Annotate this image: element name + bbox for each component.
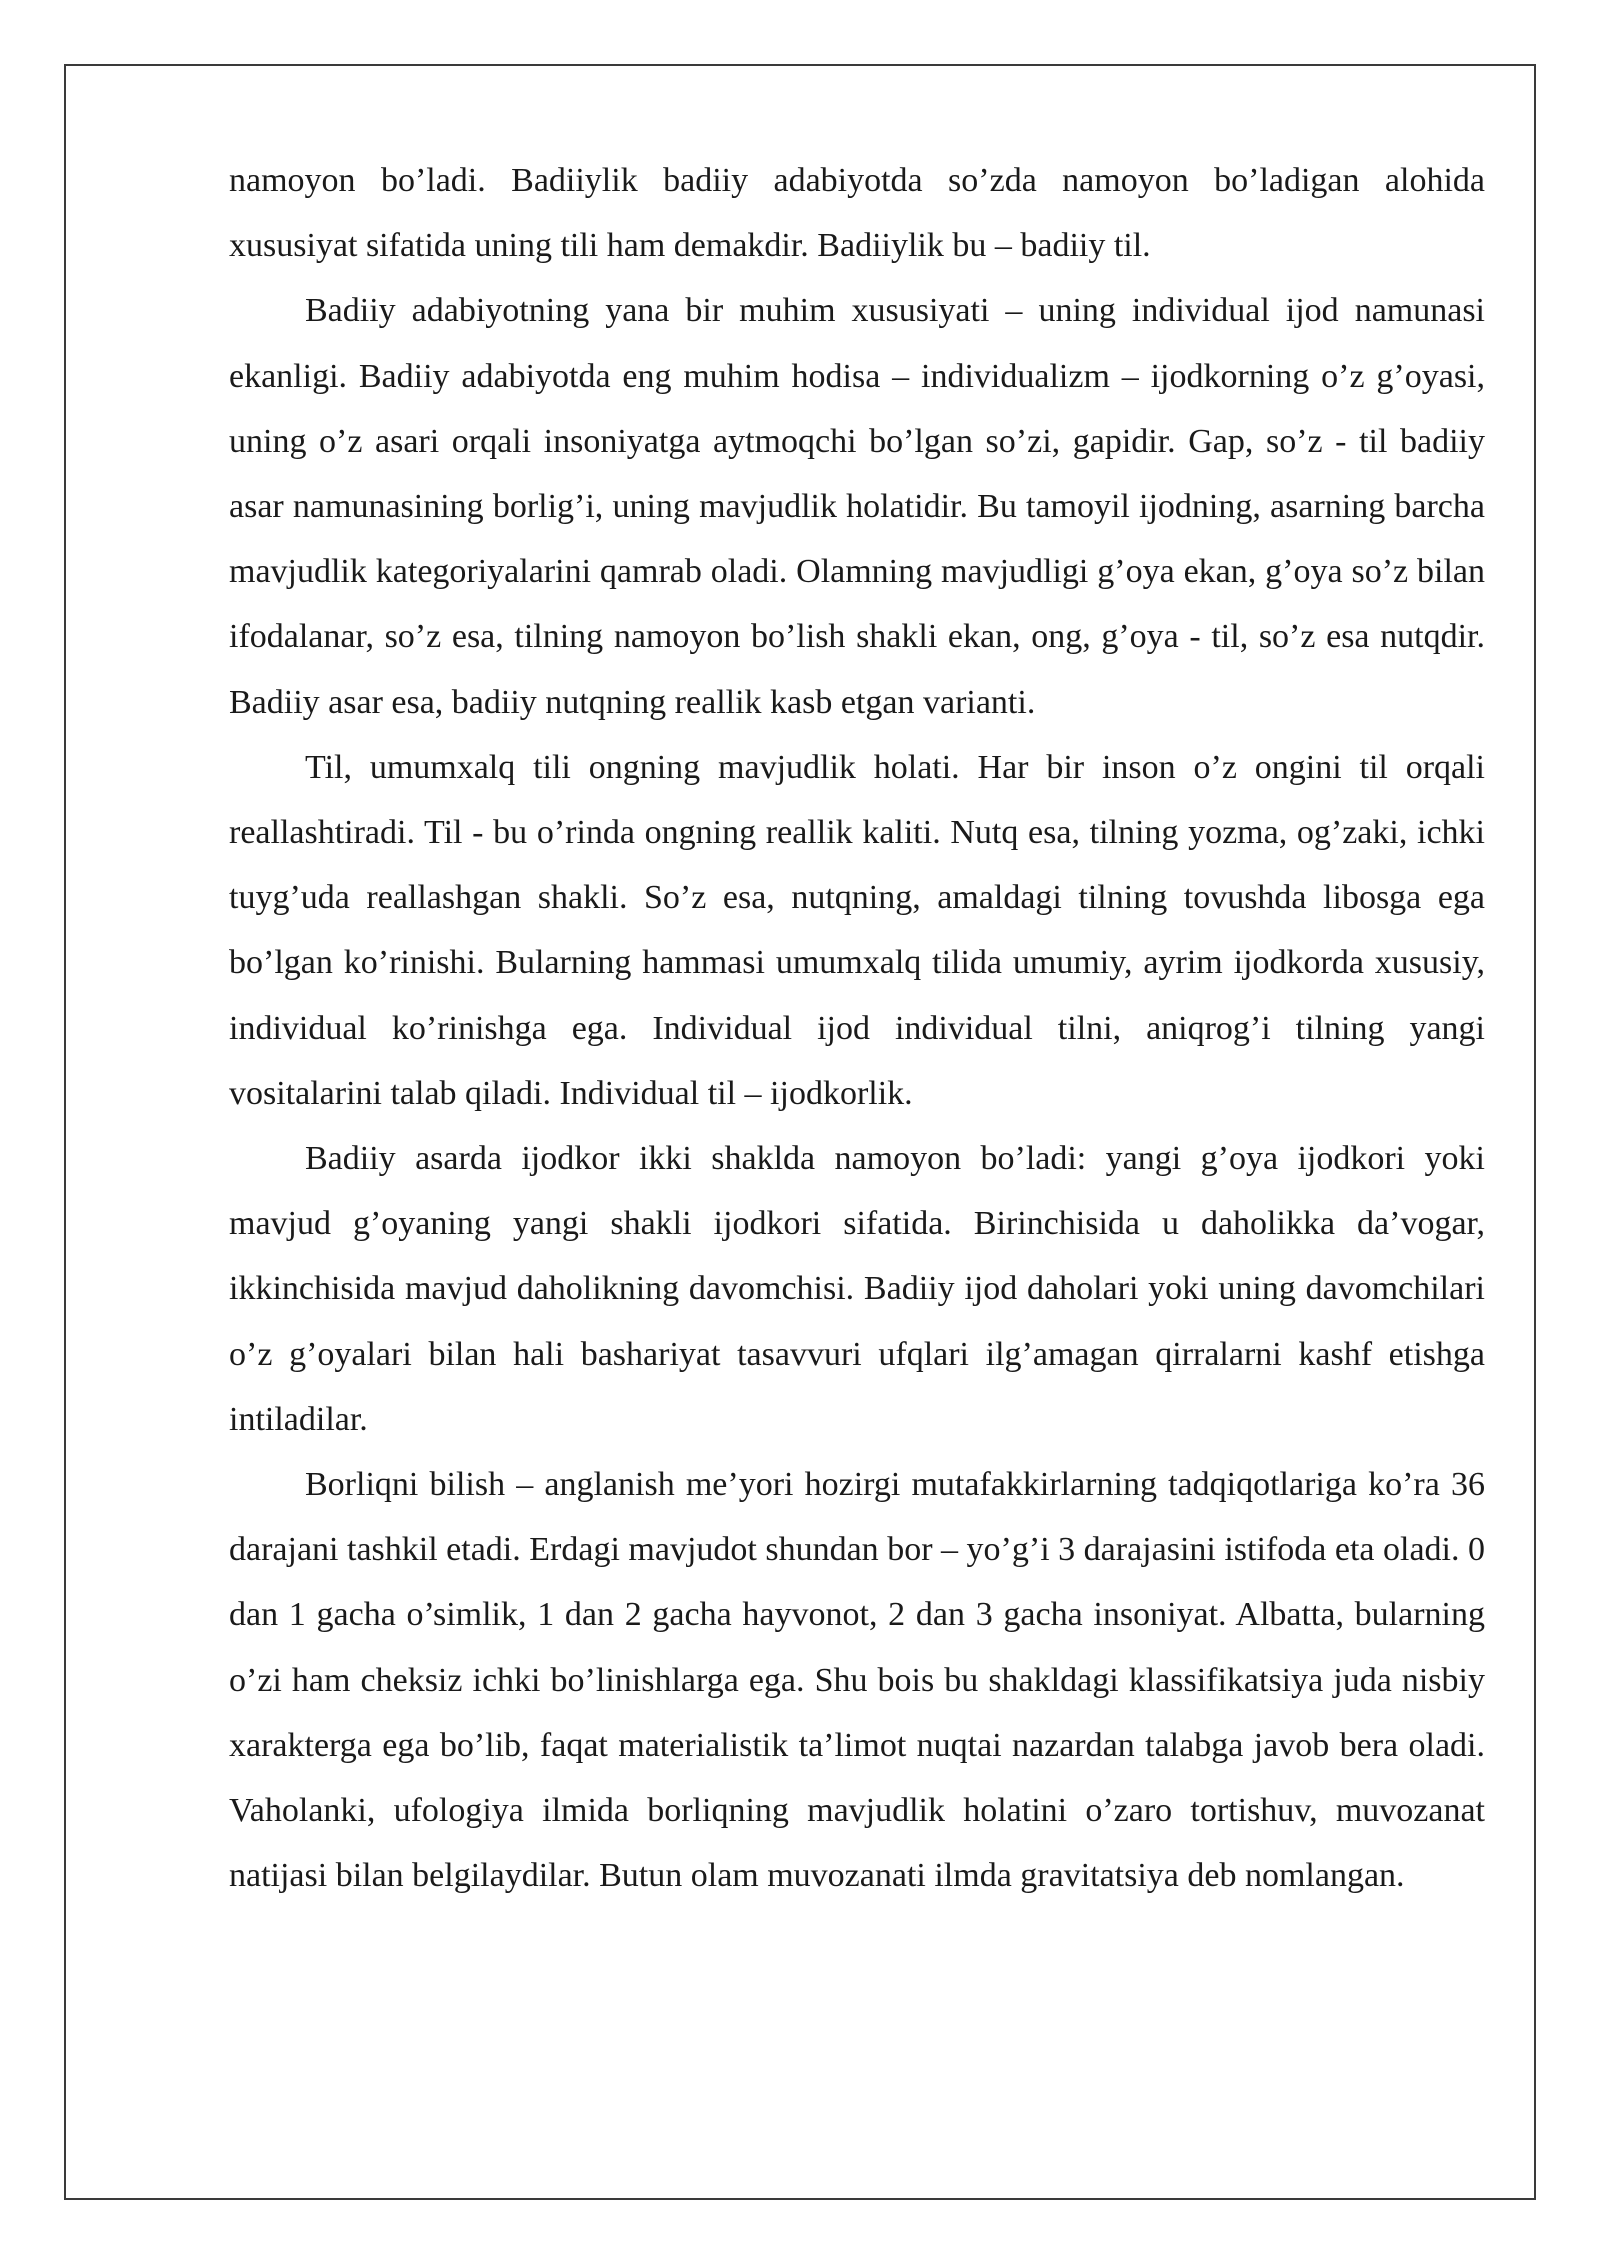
- paragraph-4: Badiiy asarda ijodkor ikki shaklda namoyon bo’ladi: yangi g’oya ijodkori yoki mavjud g’oyaning yangi shakli ijodkori sifatida. Birinchisida u daholikka da’vogar, ikkinchisida mavjud daholikning davomchisi. Badiiy ijod daholari yoki uning davomchilari o’z g’oyalari bilan hali bashariyat tasavvuri ufqlari ilg’amagan qirralarni kashf etishga intiladilar.: [229, 1140, 1485, 1438]
- paragraph-3: Til, umumxalq tili ongning mavjudlik holati. Har bir inson o’z ongini til orqali reallashtiradi. Til - bu o’rinda ongning reallik kaliti. Nutq esa, tilning yozma, og’zaki, ichki tuyg’uda reallashgan shakli. So’z esa, nutqning, amaldagi tilning tovushda libosga ega bo’lgan ko’rinishi. Bularning hammasi umumxalq tilida umumiy, ayrim ijodkorda xususiy, individual ko’rinishga ega. Individual ijod individual tilni, aniqrog’i tilning yangi vositalarini talab qiladi. Individual til – ijodkorlik.: [229, 748, 1485, 1112]
- paragraph-2: Badiiy adabiyotning yana bir muhim xususiyati – uning individual ijod namunasi ekanligi. Badiiy adabiyotda eng muhim hodisa – individualizm – ijodkorning o’z g’oyasi, uning o’z asari orqali insoniyatga aytmoqchi bo’lgan so’zi, gapidir. Gap, so’z - til badiiy asar namunasining borlig’i, uning mavjudlik holatidir. Bu tamoyil ijodning, asarning barcha mavjudlik kategoriyalarini qamrab oladi. Olamning mavjudligi g’oya ekan, g’oya so’z bilan ifodalanar, so’z esa, tilning namoyon bo’lish shakli ekan, ong, g’oya - til, so’z esa nutqdir. Badiiy asar esa, badiiy nutqning reallik kasb etgan varianti.: [229, 292, 1485, 721]
- paragraph-5: Borliqni bilish – anglanish me’yori hozirgi mutafakkirlarning tadqiqotlariga ko’ra 36 darajani tashkil etadi. Erdagi mavjudot shundan bor – yo’g’i 3 darajasini istifoda eta oladi. 0 dan 1 gacha o’simlik, 1 dan 2 gacha hayvonot, 2 dan 3 gacha insoniyat. Albatta, bularning o’zi ham cheksiz ichki bo’linishlarga ega. Shu bois bu shakldagi klassifikatsiya juda nisbiy xarakterga ega bo’lib, faqat materialistik ta’limot nuqtai nazardan talabga javob bera oladi. Vaholanki, ufologiya ilmida borliqning mavjudlik holatini o’zaro tortishuv, muvozanat natijasi bilan belgilaydilar. Butun olam muvozanati ilmda gravitatsiya deb nomlangan.: [229, 1466, 1485, 1895]
- paragraph-1: namoyon bo’ladi. Badiiylik badiiy adabiyotda so’zda namoyon bo’ladigan alohida xususiyat sifatida uning tili ham demakdir. Badiiylik bu – badiiy til.: [229, 162, 1485, 265]
- body-text: [229, 148, 1485, 1908]
